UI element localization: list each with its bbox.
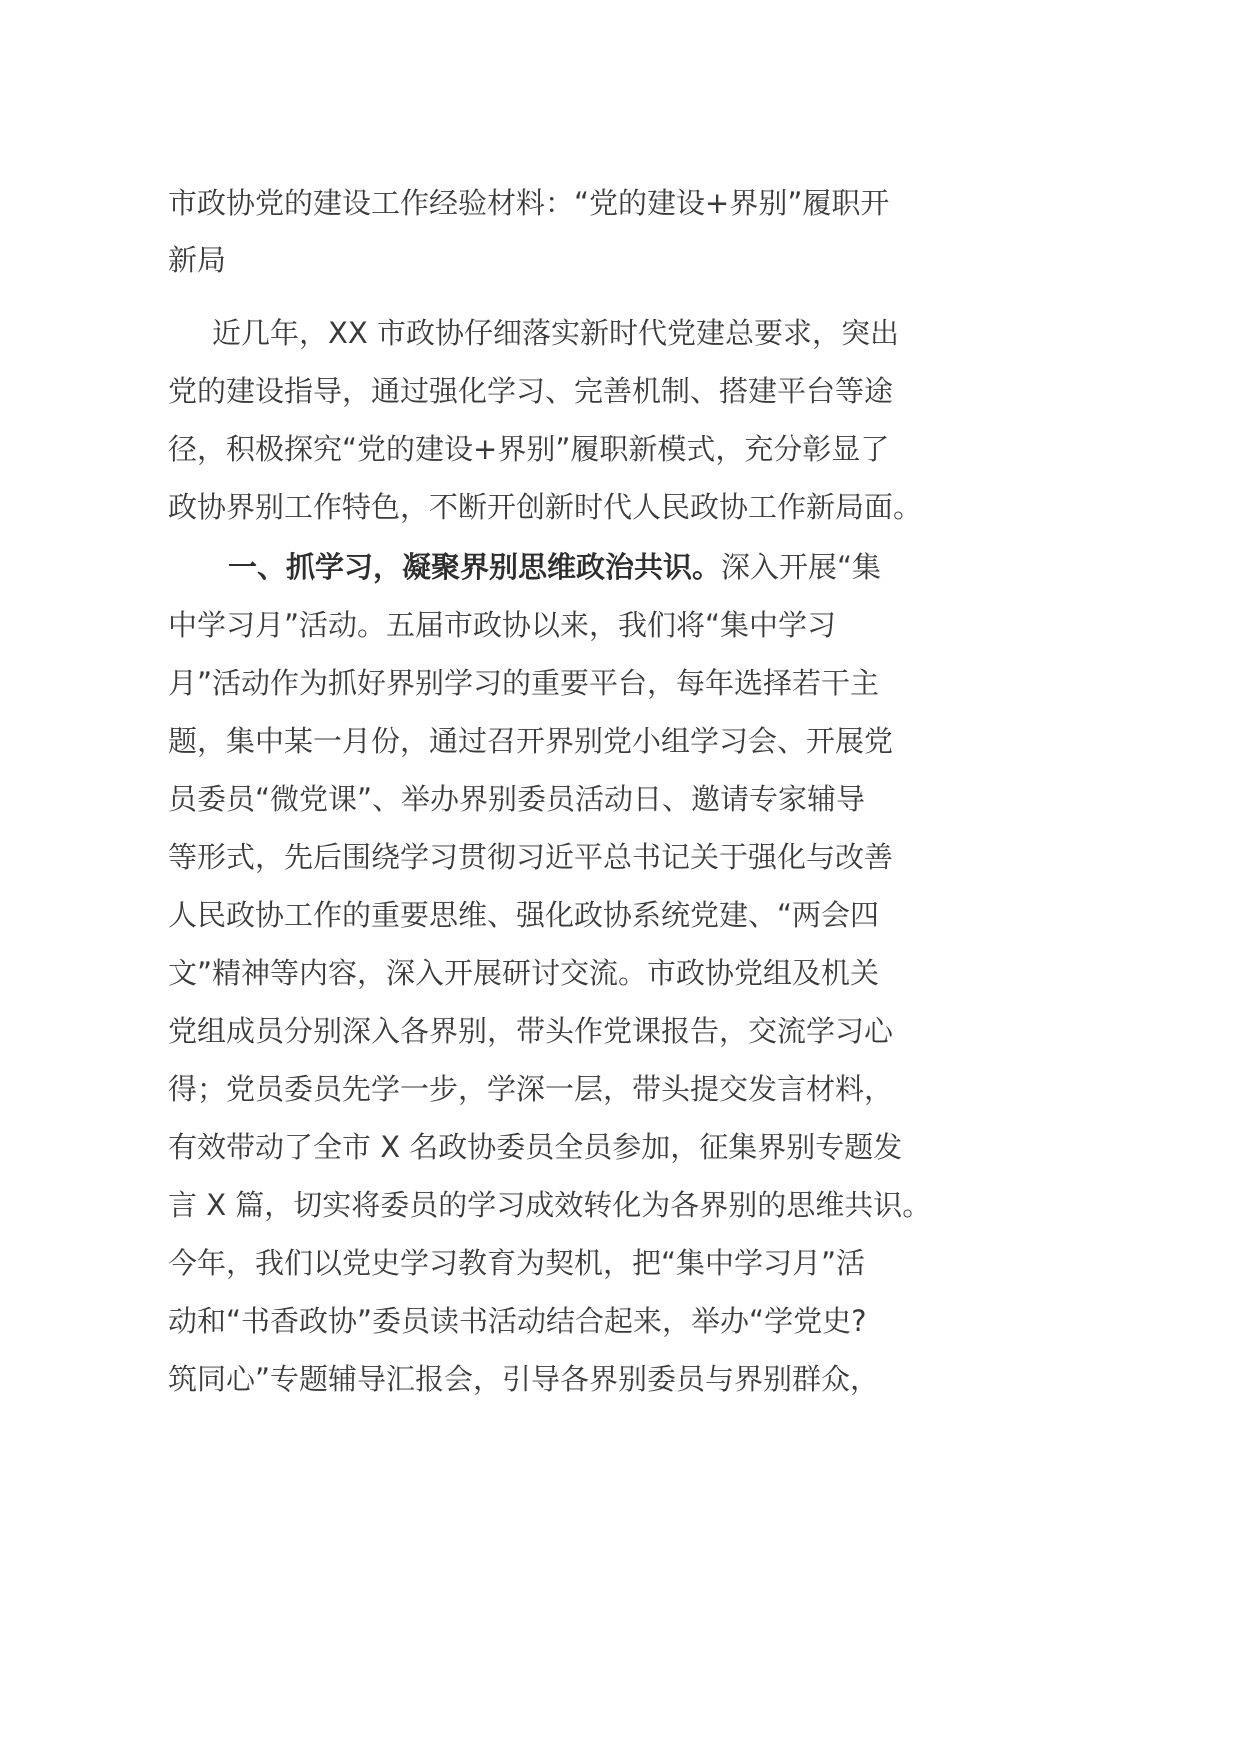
paragraph-line: 题，集中某一月份，通过召开界别党小组学习会、开展党: [168, 724, 894, 758]
section-heading: 一、抓学习，凝聚界别思维政治共识。: [228, 550, 722, 584]
paragraph-line: 文”精神等内容，深入开展研讨交流。市政协党组及机关: [168, 956, 880, 990]
section-heading-line: [228, 547, 881, 587]
paragraph-line: 人民政协工作的重要思维、强化政协系统党建、“两会四: [168, 898, 880, 932]
paragraph-text: 深入开展“集: [721, 550, 882, 584]
paragraph-line: 等形式，先后围绕学习贯彻习近平总书记关于强化与改善: [168, 840, 894, 874]
paragraph-line: 径，积极探究“党的建设+界别”履职新模式，充分彰显了: [168, 432, 890, 466]
paragraph-line: 党组成员分别深入各界别，带头作党课报告，交流学习心: [168, 1014, 894, 1048]
document-title-line-1: 市政协党的建设工作经验材料：“党的建设+界别”履职开: [168, 186, 890, 220]
paragraph-line: 言 X 篇，切实将委员的学习成效转化为各界别的思维共识。: [168, 1188, 932, 1222]
paragraph-line: 得；党员委员先学一步，学深一层，带头提交发言材料，: [168, 1072, 894, 1106]
paragraph-line: 筑同心”专题辅导汇报会，引导各界别委员与界别群众，: [168, 1362, 880, 1396]
paragraph-line: 中学习月”活动。五届市政协以来，我们将“集中学习: [168, 608, 837, 642]
paragraph-line: 动和“书香政协”委员读书活动结合起来，举办“学党史?: [168, 1304, 867, 1338]
paragraph-line: 有效带动了全市 X 名政协委员全员参加，征集界别专题发: [168, 1130, 903, 1164]
paragraph-line: 今年，我们以党史学习教育为契机，把“集中学习月”活: [168, 1246, 866, 1280]
paragraph-line: 员委员“微党课”、举办界别委员活动日、邀请专家辅导: [168, 782, 866, 816]
paragraph-line: 月”活动作为抓好界别学习的重要平台，每年选择若干主: [168, 666, 880, 700]
paragraph-line: 近几年，XX 市政协仔细落实新时代党建总要求，突出: [212, 316, 899, 350]
document-title-line-2: 新局: [168, 243, 227, 277]
paragraph-line: 政协界别工作特色，不断开创新时代人民政协工作新局面。: [168, 490, 923, 524]
paragraph-line: 党的建设指导，通过强化学习、完善机制、搭建平台等途: [168, 374, 894, 408]
